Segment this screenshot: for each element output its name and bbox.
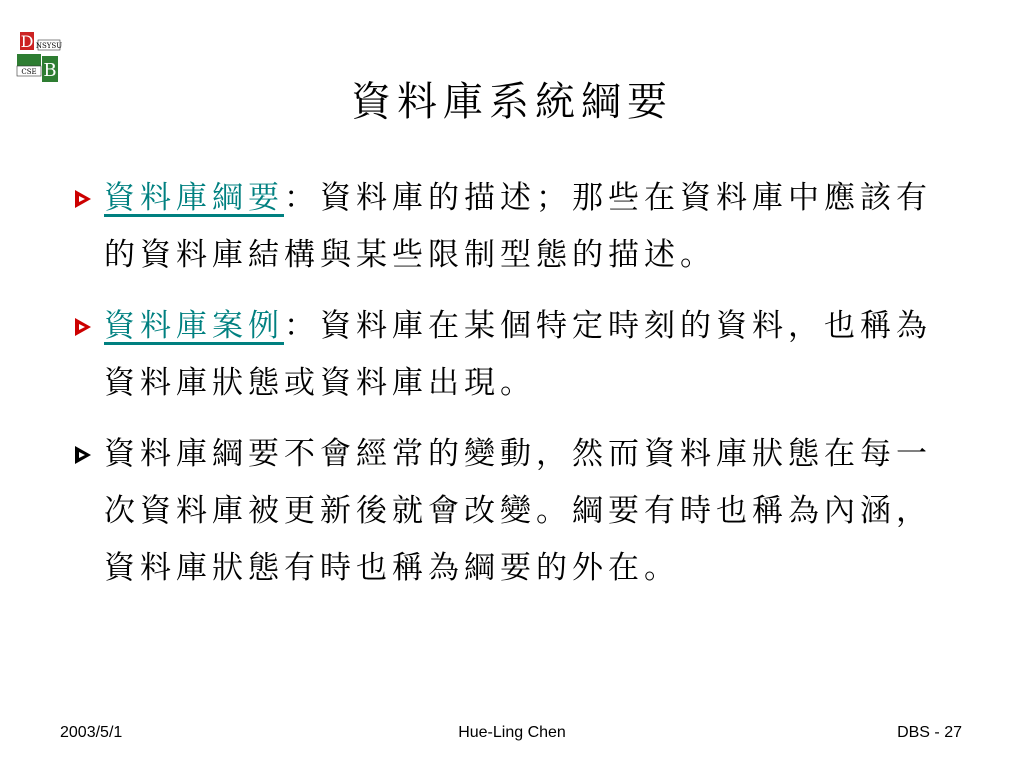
footer-page-number: DBS - 27 (897, 724, 962, 741)
bullet-item (72, 298, 932, 412)
bullet-list (72, 170, 932, 611)
slide-title: 資料庫系統綱要 (351, 79, 673, 125)
svg-text:D: D (20, 32, 34, 51)
arrow-bullet-icon (72, 426, 98, 483)
svg-text:NSYSU: NSYSU (35, 42, 63, 50)
bullet-text: 資料庫綱要不會經常的變動，然而資料庫狀態在每一次資料庫被更新後就會改變。綱要有時也稱為內涵，資料庫狀態有時也稱為綱要的外在。 (104, 436, 932, 586)
term-link-schema[interactable]: 資料庫綱要 (104, 180, 284, 216)
svg-text:CSE: CSE (21, 68, 37, 76)
footer-author: Hue-Ling Chen (458, 724, 566, 741)
bullet-item (72, 170, 932, 284)
svg-text:B: B (43, 60, 57, 81)
bullet-text: ：資料庫在某個特定時刻的資料，也稱為資料庫狀態或資料庫出現。 (104, 308, 932, 401)
bullet-text: ：資料庫的描述；那些在資料庫中應該有的資料庫結構與某些限制型態的描述。 (104, 180, 932, 273)
arrow-bullet-icon (72, 298, 98, 355)
arrow-bullet-icon (72, 170, 98, 227)
footer-date: 2003/5/1 (60, 724, 123, 741)
term-link-instance[interactable]: 資料庫案例 (104, 308, 284, 344)
bullet-item (72, 426, 932, 597)
